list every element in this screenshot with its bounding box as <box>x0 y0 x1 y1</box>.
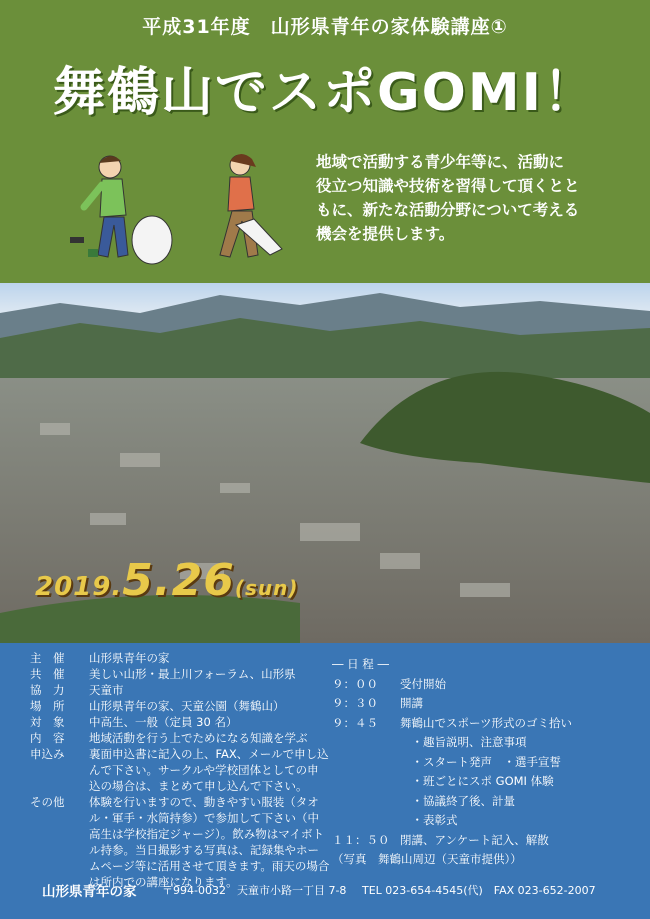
info-value: 山形県青年の家 <box>89 651 170 665</box>
event-date <box>35 555 298 606</box>
schedule-text: 舞鶴山でスポーツ形式のゴミ拾い <box>400 715 573 730</box>
info-value: 天童市 <box>89 683 124 697</box>
page-subtitle: 平成31年度 山形県青年の家体験講座① <box>142 16 508 38</box>
schedule-time: １１：５０ <box>332 832 390 847</box>
description-line: 機会を提供します。 <box>316 225 455 243</box>
info-label: 内 容 <box>30 731 65 745</box>
info-value: 体験を行いますので、動きやすい服装（タオル・軍手・水筒持参）で参加して下さい（中高生は学校指定ジャージ）。飲み物はマイボトル持参。当日撮影する写真は、記録集やホームページ等に活用させて頂きます。雨天の場合は所内での講座になります。 <box>89 795 330 889</box>
description-line: もに、新たな活動分野について考える <box>316 201 580 219</box>
schedule-time <box>332 772 400 792</box>
info-row <box>30 730 330 746</box>
schedule-text: 開講 <box>400 696 423 710</box>
schedule-item <box>332 811 632 831</box>
people-picking-trash-illustration <box>60 145 290 275</box>
schedule-time <box>332 792 400 812</box>
info-label: 場 所 <box>30 699 65 713</box>
schedule-time <box>332 811 400 831</box>
schedule-text: ・趣旨説明、注意事項 <box>400 735 527 749</box>
info-value: 中高生、一般（定員 30 名） <box>89 715 238 729</box>
schedule-item <box>332 772 632 792</box>
event-info <box>30 650 330 890</box>
event-year: 2019. <box>35 572 123 602</box>
info-row <box>30 698 330 714</box>
info-value: 地域活動を行う上でためになる知識を学ぶ <box>89 731 308 745</box>
info-label: その他 <box>30 795 65 809</box>
info-row <box>30 650 330 666</box>
info-row <box>30 746 330 794</box>
info-row <box>30 714 330 730</box>
schedule-text: 受付開始 <box>400 676 446 691</box>
footer-contact: TEL 023-654-4545(代) FAX 023-652-2007 <box>362 884 596 897</box>
schedule-item <box>332 831 632 851</box>
schedule-item <box>332 675 632 695</box>
schedule-item <box>332 753 632 773</box>
schedule-time: ９：４５ <box>332 715 378 730</box>
info-value: 山形県青年の家、天童公園（舞鶴山） <box>89 699 285 713</box>
schedule-text: ・表彰式 <box>400 813 458 827</box>
schedule-time <box>332 753 400 773</box>
description-line: 地域で活動する青少年等に、活動に <box>316 153 565 171</box>
description <box>316 150 616 246</box>
info-label: 主 催 <box>30 651 65 665</box>
schedule-text: ・班ごとにスポ GOMI 体験 <box>400 774 554 788</box>
info-row <box>30 666 330 682</box>
info-label: 共 催 <box>30 667 65 681</box>
photo-credit: （写真 舞鶴山周辺（天童市提供）） <box>332 852 522 866</box>
schedule-heading: ― 日 程 ― <box>332 657 389 671</box>
schedule-item <box>332 694 632 714</box>
schedule-text: ・協議終了後、計量 <box>400 793 515 808</box>
info-value: 美しい山形・最上川フォーラム、山形県 <box>89 667 296 681</box>
info-row <box>30 682 330 698</box>
schedule-time <box>332 733 400 753</box>
schedule-text: 閉講、アンケート記入、解散 <box>400 832 549 847</box>
info-label: 申込み <box>30 747 65 761</box>
footer-address: 〒994-0032 天童市小路一丁目 7-8 <box>162 884 347 897</box>
schedule-text: ・スタート発声 ・選手宣誓 <box>400 754 561 769</box>
info-label: 対 象 <box>30 715 65 729</box>
info-value: 裏面申込書に記入の上、FAX、メールで申し込んで下さい。サークルや学校団体としての申込の場合は、まとめて申し込んで下さい。 <box>89 747 329 793</box>
schedule-item <box>332 714 632 734</box>
footer-org: 山形県青年の家 <box>42 884 137 900</box>
schedule-time: ９：３０ <box>332 696 378 710</box>
event-weekday: (sun) <box>234 576 299 600</box>
schedule-item <box>332 792 632 812</box>
info-row <box>30 794 330 890</box>
schedule-time: ９：００ <box>332 676 378 691</box>
info-label: 協 力 <box>30 683 65 697</box>
description-line: 役立つ知識や技術を習得して頂くとと <box>316 177 580 195</box>
page-title: 舞鶴山でスポGOMI！ <box>53 63 597 123</box>
event-month-day: 5.26 <box>122 555 235 606</box>
schedule <box>332 655 632 870</box>
schedule-item <box>332 733 632 753</box>
